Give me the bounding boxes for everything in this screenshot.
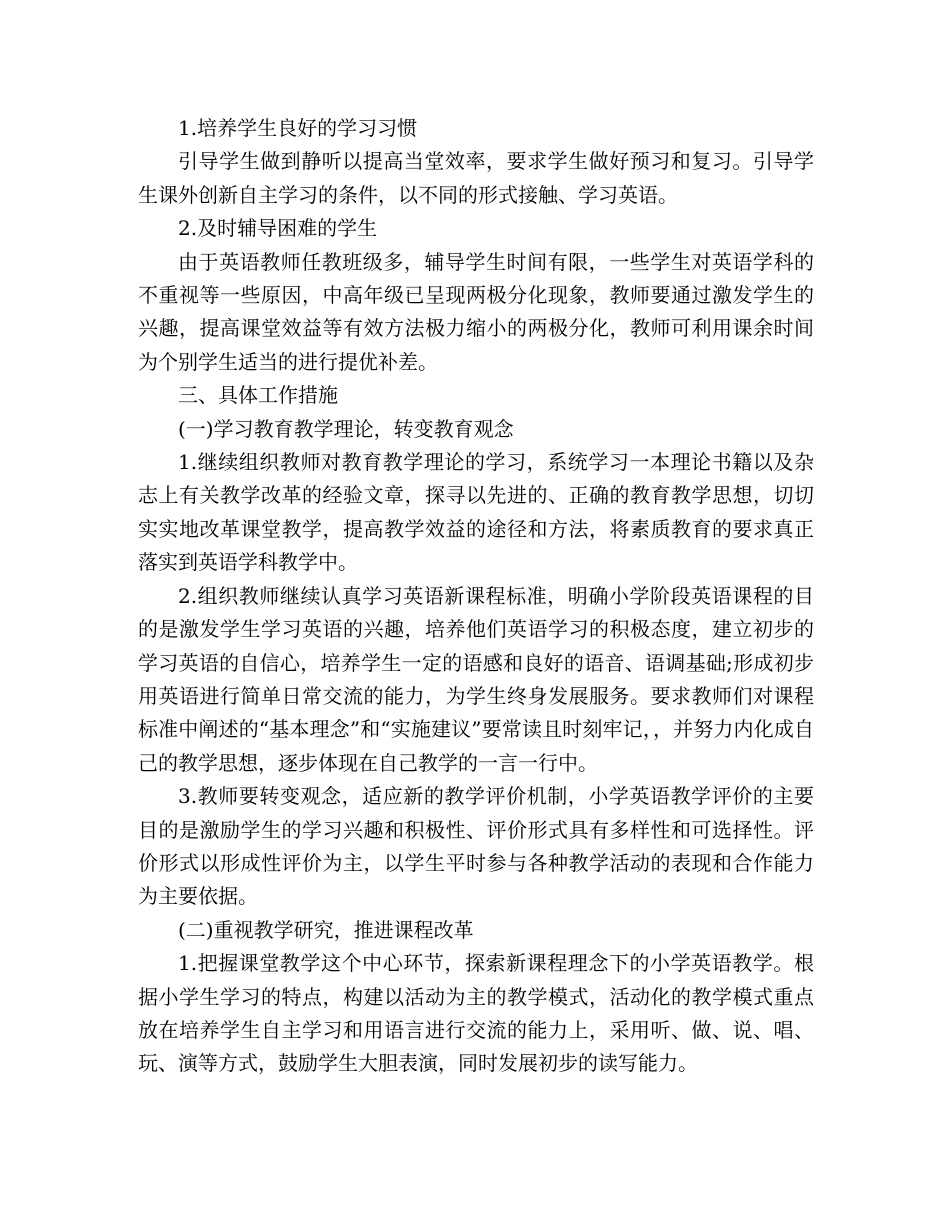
subsection-heading-research: (二)重视教学研究，推进课程改革	[178, 917, 474, 942]
section-heading-measures: 三、具体工作措施	[178, 383, 338, 408]
paragraph-theory-1: 1.继续组织教师对教育教学理论的学习，系统学习一本理论书籍以及杂志上有关教学改革的经验文章，探寻以先进的、正确的教育教学思想，切切实实地改革课堂教学，提高教学效益的途径和方法，将素质教育的要求真正落实到英语学科教学中。	[138, 450, 814, 575]
paragraph-tutoring: 由于英语教师任教班级多，辅导学生时间有限，一些学生对英语学科的不重视等一些原因，中高年级已呈现两极分化现象，教师要通过激发学生的兴趣，提高课堂效益等有效方法极力缩小的两极分化，教师可利用课余时间为个别学生适当的进行提优补差。	[138, 249, 814, 374]
paragraph-research-1: 1.把握课堂教学这个中心环节，探索新课程理念下的小学英语教学。根据小学生学习的特点，构建以活动为主的教学模式，活动化的教学模式重点放在培养学生自主学习和用语言进行交流的能力上，采用听、做、说、唱、玩、演等方式，鼓励学生大胆表演，同时发展初步的读写能力。	[138, 951, 814, 1076]
paragraph-habits: 引导学生做到静听以提高当堂效率，要求学生做好预习和复习。引导学生课外创新自主学习的条件，以不同的形式接触、学习英语。	[138, 149, 814, 207]
heading-habits: 1.培养学生良好的学习习惯	[178, 116, 418, 140]
paragraph-theory-2: 2.组织教师继续认真学习英语新课程标准，明确小学阶段英语课程的目的是激发学生学习英语的兴趣，培养他们英语学习的积极态度，建立初步的学习英语的自信心，培养学生一定的语感和良好的语音、语调基础;形成初步用英语进行简单日常交流的能力，为学生终身发展服务。要求教师们对课程标准中阐述的“基本理念”和“实施建议”要常读且时刻牢记，，并努力内化成自己的教学思想，逐步体现在自己教学的一言一行中。	[138, 583, 814, 775]
paragraph-theory-3: 3.教师要转变观念，适应新的教学评价机制，小学英语教学评价的主要目的是激励学生的学习兴趣和积极性、评价形式具有多样性和可选择性。评价形式以形成性评价为主，以学生平时参与各种教学活动的表现和合作能力为主要依据。	[138, 784, 814, 909]
document-body	[138, 112, 814, 1081]
subsection-heading-theory: (一)学习教育教学理论，转变教育观念	[178, 416, 514, 441]
heading-tutoring: 2.及时辅导困难的学生	[178, 216, 378, 241]
